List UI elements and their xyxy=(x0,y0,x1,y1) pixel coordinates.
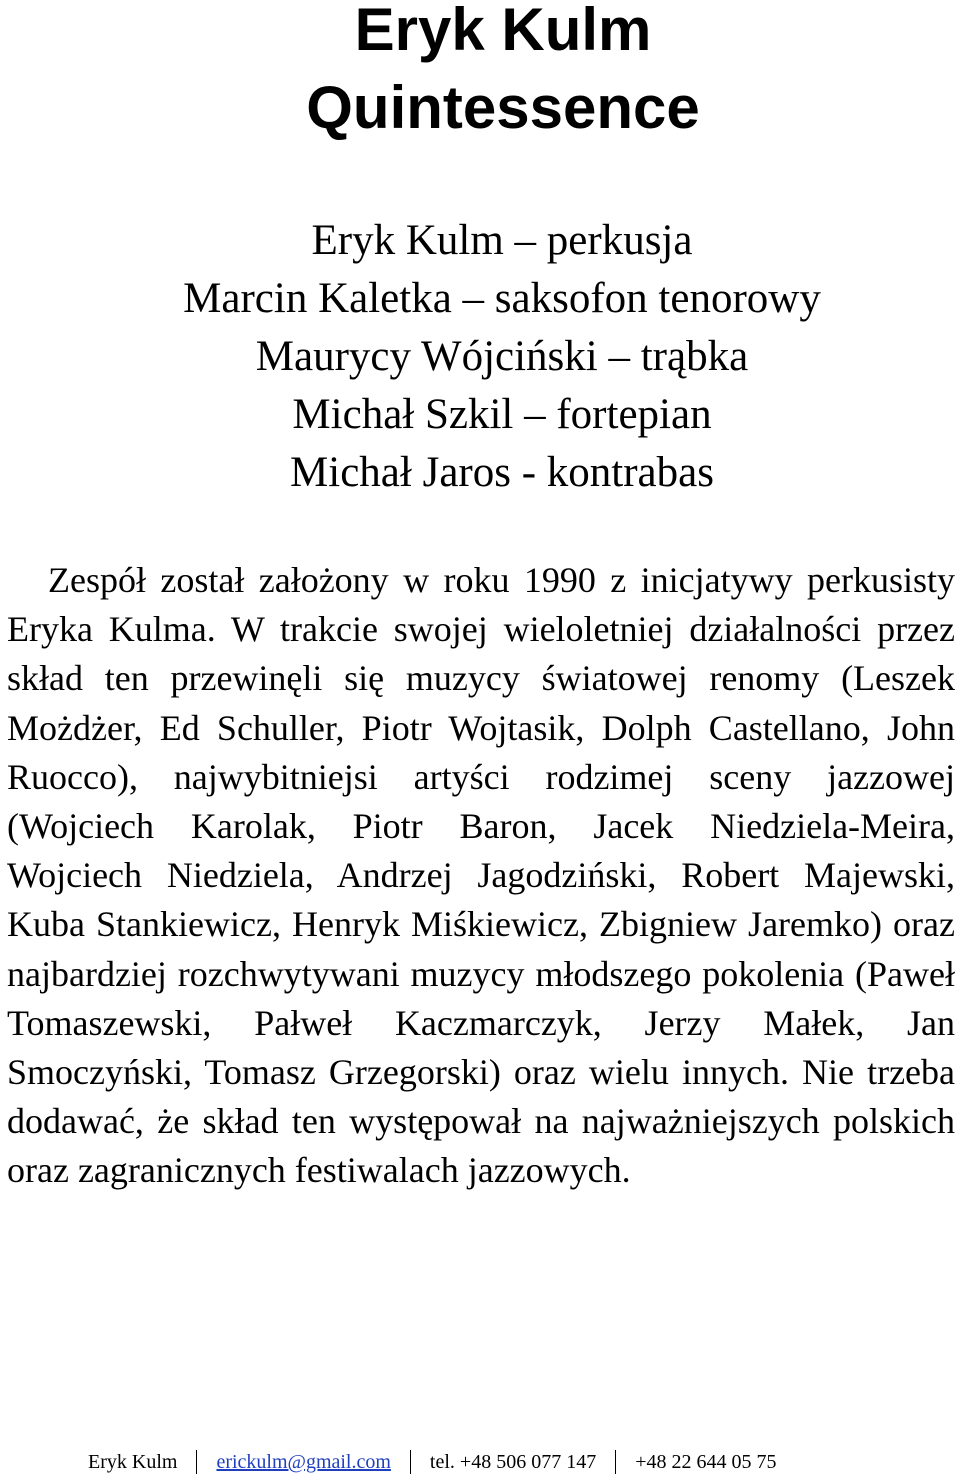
lineup-item: Marcin Kaletka – saksofon tenorowy xyxy=(183,275,821,322)
band-title-line1: Eryk Kulm xyxy=(354,0,652,63)
lineup-item: Michał Szkil – fortepian xyxy=(292,391,712,438)
footer-separator xyxy=(615,1450,616,1474)
lineup-item: Maurycy Wójciński – trąbka xyxy=(255,333,749,380)
page-footer xyxy=(88,1448,776,1476)
lineup-item: Eryk Kulm – perkusja xyxy=(311,217,693,264)
footer-phone-landline: +48 22 644 05 75 xyxy=(635,1451,777,1473)
footer-name: Eryk Kulm xyxy=(88,1451,178,1473)
band-lineup xyxy=(0,212,960,502)
band-title-line2: Quintessence xyxy=(306,74,700,141)
footer-separator xyxy=(410,1450,411,1474)
footer-email-link[interactable]: erickulm@gmail.com xyxy=(216,1451,391,1473)
lineup-item: Michał Jaros - kontrabas xyxy=(290,449,714,496)
footer-separator xyxy=(196,1450,197,1474)
footer-phone-mobile: tel. +48 506 077 147 xyxy=(429,1451,597,1473)
band-description: Zespół został założony w roku 1990 z inicjatywy perkusisty Eryka Kulma. W trakcie swojej wieloletniej działalności przez skład ten przewinęli się muzycy światowej renomy (Leszek Możdżer, Ed Schuller, Piotr Wojtasik, Dolph Castellano, John Ruocco), najwybitniejsi artyści rodzimej sceny jazzowej (Wojciech Karolak, Piotr Baron, Jacek Niedziela-Meira, Wojciech Niedziela, Andrzej Jagodziński, Robert Majewski, Kuba Stankiewicz, Henryk Miśkiewicz, Zbigniew Jaremko) oraz najbardziej rozchwytywani muzycy młodszego pokolenia (Paweł Tomaszewski, Pałweł Kaczmarczyk, Jerzy Małek, Jan Smoczyński, Tomasz Grzegorski) oraz wielu innych. Nie trzeba dodawać, że skład ten występował na najważniejszych polskich oraz zagranicznych festiwalach jazzowych. xyxy=(7,560,955,1191)
